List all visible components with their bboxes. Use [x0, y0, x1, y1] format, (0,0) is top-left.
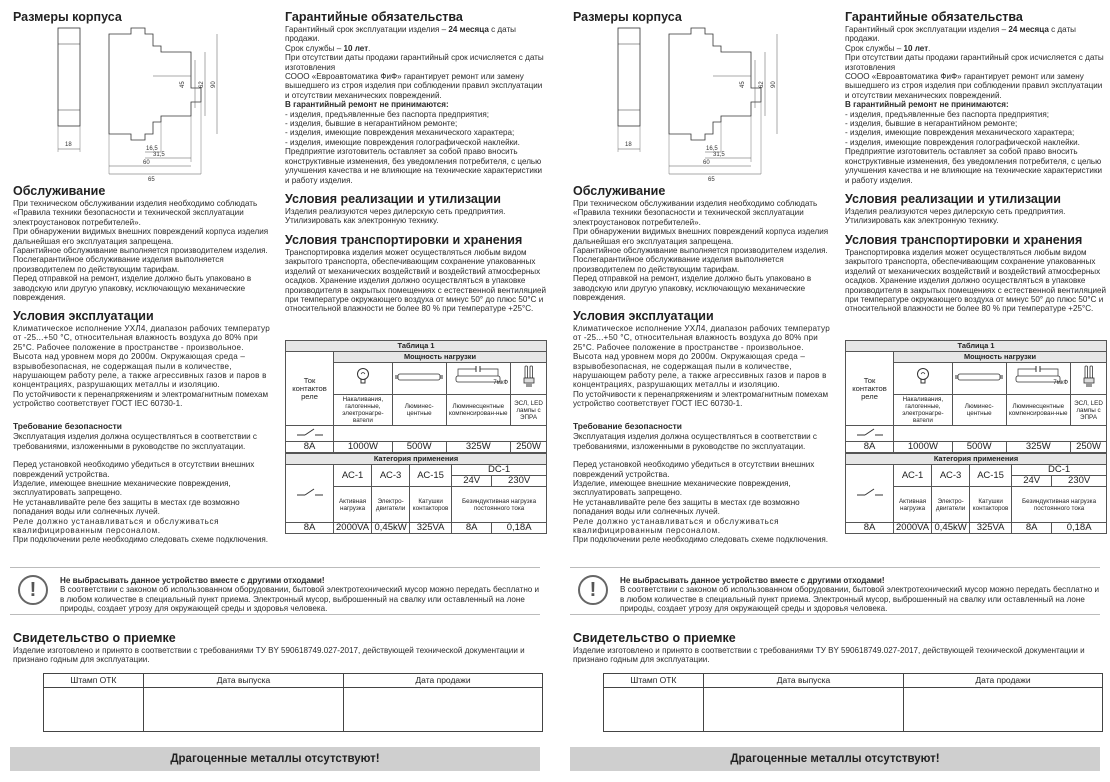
transport-section: Условия транспортировки и хранения Транспортировка изделия может осуществляться любым видом закрытого транспорта, обеспечивающим сохранение упакованных изделий от механических воздействий и воздействий атмосферных осадков. Хранение изделия должно осуществляться в упаковке производителя в закрытых помещениях с естественной вентиляцией при температуре окружающего воздуха от минус 50° до плюс 50°С и относительной влажности не более 80 % при температуре +25°С. [285, 233, 547, 314]
sale-date-cell[interactable] [344, 687, 543, 731]
table-caption: Таблица 1 [846, 341, 1107, 352]
dim-31-5: 31,5 [713, 152, 725, 158]
dim-60: 60 [143, 160, 150, 166]
exploitation-title: Условия эксплуатации [13, 309, 154, 323]
housing-front-view [109, 28, 201, 140]
sale-date-cell[interactable] [904, 687, 1103, 731]
warranty-title: Гарантийные обязательства [845, 10, 1023, 24]
dim-90: 90 [771, 81, 777, 88]
sales-section: Условия реализации и утилизации Изделия реализуются через дилерскую сеть предприятия. Утилизировать как электронную технику. [845, 192, 1107, 226]
passport-page [570, 0, 1108, 782]
maintenance-title: Обслуживание [13, 184, 106, 198]
sizes-section [13, 10, 275, 25]
contact-symbol-icon [846, 465, 894, 523]
otk-stamp-header: Штамп ОТК [44, 673, 144, 687]
precious-metals-footer: Драгоценные металлы отсутствуют! [570, 747, 1100, 771]
dim-65: 65 [148, 177, 155, 183]
dim-45: 45 [740, 81, 746, 88]
compensated-fluorescent-icon [1006, 363, 1071, 395]
safety-title: Требование безопасности [573, 421, 682, 431]
category-header: Категория применения [846, 454, 1107, 465]
power-header: Мощность нагрузки [894, 352, 1107, 363]
transport-title: Условия транспортировки и хранения [845, 233, 1083, 247]
dim-60: 60 [703, 160, 710, 166]
dim-62: 62 [199, 81, 205, 88]
maintenance-section: Обслуживание При техническом обслуживании изделия необходимо соблюдать «Правила техники безопасности и технической эксплуатации электроустановок потребителей». При обнаружении видимых внешних повреждений корпуса изделия дальнейшая его эксплуатация запрещена. Гарантийное обслуживание выполняется производителем изделия. Послегарантийное обслуживание изделия выполняется производителем по действующим тарифам. Перед отправкой на ремонт, изделие должно быть упаковано в заводскую или другую упаковку, исключающую механические повреждения. [13, 184, 275, 302]
dim-90: 90 [211, 81, 217, 88]
certificate-title: Свидетельство о приемке [573, 631, 736, 645]
passport-page [10, 0, 548, 782]
otk-stamp-cell[interactable] [604, 687, 704, 731]
maintenance-title: Обслуживание [573, 184, 666, 198]
warning-title: Не выбрасывать данное устройство вместе с другими отходами! [620, 576, 885, 585]
acceptance-table [603, 673, 1103, 732]
transport-section: Условия транспортировки и хранения Транспортировка изделия может осуществляться любым видом закрытого транспорта, обеспечивающим сохранение упакованных изделий от механических воздействий и воздействий атмосферных осадков. Хранение изделия должно осуществляться в упаковке производителя в закрытых помещениях с естественной вентиляцией при температуре окружающего воздуха от минус 50° до плюс 50°С и относительной влажности не более 80 % при температуре +25°С. [845, 233, 1107, 314]
sales-section: Условия реализации и утилизации Изделия реализуются через дилерскую сеть предприятия. Утилизировать как электронную технику. [285, 192, 547, 226]
sale-date-header: Дата продажи [344, 673, 543, 687]
safety-title: Требование безопасности [13, 421, 122, 431]
category-header: Категория применения [286, 454, 547, 465]
sizes-title: Размеры корпуса [13, 10, 122, 24]
release-date-cell[interactable] [144, 687, 344, 731]
housing-dimensions-diagram [573, 24, 835, 184]
contact-symbol-icon [286, 426, 334, 442]
safety-section: Требование безопасности Эксплуатация изделия должна осуществляться в соответствии с требованиями, изложенными в руководстве по эксплуатации. Перед установкой необходимо убедиться в отсутствии внешних повреждений устройства. Изделие, имеющее внешние механические повреждения, эксплуатировать запрещено. Не устанавливайте реле без защиты в местах где возможно попадания воды или солнечных лучей. Реле должно устанавливаться и обслуживаться квалифицированным персоналом. При подключении реле необходимо следовать схеме подключения. [13, 422, 275, 545]
compensated-fluorescent-icon [446, 363, 511, 395]
category-table: Категория применения АС-1 АС-3 АС-15 DC-1 24V 230V Активная нагрузка Электро-двигатели Катушки контакторов Безиндуктивная нагрузка постоянного тока 8А 2000VA 0,45kW 325VA 8А 0,18А [285, 453, 547, 534]
contact-symbol-icon [286, 465, 334, 523]
release-date-header: Дата выпуска [144, 673, 344, 687]
exclamation-icon: ! [18, 575, 48, 605]
exploitation-title: Условия эксплуатации [573, 309, 714, 323]
fluorescent-icon [952, 363, 1006, 395]
dim-16-5: 16,5 [706, 146, 718, 152]
load-table: Таблица 1 Ток контактов реле Мощность нагрузки 7мкФ Накаливания, галогенные, электронагре-ватели Люминес-центные Люминесцентные компенсирован-ные ЭСЛ, LED лампы с ЭПРА 8А 1000W 500W 325W 250W [285, 340, 547, 453]
current-label: Ток контактов реле [286, 352, 334, 426]
exclamation-icon: ! [578, 575, 608, 605]
acceptance-certificate: Свидетельство о приемке Изделие изготовлено и принято в соответствии с требованиями ТУ BY 590618749.027-2017, действующей технической документации и признано годным для эксплуатации. Штамп ОТК Дата выпуска Дата продажи [573, 631, 1101, 732]
category-table: Категория применения АС-1 АС-3 АС-15 DC-1 24V 230V Активная нагрузка Электро-двигатели Катушки контакторов Безиндуктивная нагрузка постоянного тока 8А 2000VA 0,45kW 325VA 8А 0,18А [845, 453, 1107, 534]
release-date-cell[interactable] [704, 687, 904, 731]
maintenance-section: Обслуживание При техническом обслуживании изделия необходимо соблюдать «Правила техники безопасности и технической эксплуатации электроустановок потребителей». При обнаружении видимых внешних повреждений корпуса изделия дальнейшая его эксплуатация запрещена. Гарантийное обслуживание выполняется производителем изделия. Послегарантийное обслуживание изделия выполняется производителем по действующим тарифам. Перед отправкой на ремонт, изделие должно быть упаковано в заводскую или другую упаковку, исключающую механические повреждения. [573, 184, 835, 302]
dim-62: 62 [759, 81, 765, 88]
capacitor-label: 7мкФ [493, 380, 509, 386]
housing-dimensions-diagram [13, 24, 275, 184]
safety-section: Требование безопасности Эксплуатация изделия должна осуществляться в соответствии с требованиями, изложенными в руководстве по эксплуатации. Перед установкой необходимо убедиться в отсутствии внешних повреждений устройства. Изделие, имеющее внешние механические повреждения, эксплуатировать запрещено. Не устанавливайте реле без защиты в местах где возможно попадания воды или солнечных лучей. Реле должно устанавливаться и обслуживаться квалифицированным персоналом. При подключении реле необходимо следовать схеме подключения. [573, 422, 835, 545]
table-caption: Таблица 1 [286, 341, 547, 352]
dim-18: 18 [625, 142, 632, 148]
sales-title: Условия реализации и утилизации [285, 192, 501, 206]
otk-stamp-cell[interactable] [44, 687, 144, 731]
sizes-section [573, 10, 835, 25]
load-table-section [285, 340, 547, 534]
incandescent-icon [894, 363, 953, 395]
warranty-title: Гарантийные обязательства [285, 10, 463, 24]
housing-side-view [58, 28, 80, 126]
disposal-warning: ! Не выбрасывать данное устройство вместе с другими отходами! В соответствии с законом об использованном оборудовании, бытовой электротехнический мусор можно передать бесплатно и в любом количестве в специальный пункт приема. Электронный мусор, выброшенный на свалку или оставленный на лоне природы, создает угрозу для окружающей среды и здоровья человека. [570, 567, 1100, 615]
esl-lamp-icon [1071, 363, 1107, 395]
dim-65: 65 [708, 177, 715, 183]
sizes-title: Размеры корпуса [573, 10, 682, 24]
warning-title: Не выбрасывать данное устройство вместе с другими отходами! [60, 576, 325, 585]
exploitation-section: Условия эксплуатации Климатическое исполнение УХЛ4, диапазон рабочих температур от -25...+50 °С, относительная влажность воздуха до 80% при 25°С. Рабочее положение в пространстве - произвольное. Высота над уровнем моря до 2000м. Окружающая среда – взрывобезопасная, не содержащая пыли в количестве, нарушающем работу реле, а также агрессивных газов и паров в концентрациях, разрушающих металлы и изоляцию. По устойчивости к перенапряжениям и электромагнитным помехам устройство соответствует ГОСТ IEC 60730-1. [573, 309, 835, 409]
warranty-section: Гарантийные обязательства Гарантийный срок эксплуатации изделия – 24 месяца с даты продажи. Срок службы – 10 лет. При отсутствии даты продажи гарантийный срок исчисляется с даты изготовления СООО «Евроавтоматика ФиФ» гарантирует ремонт или замену вышедшего из строя изделия при соблюдении правил эксплуатации и отсутствии механических повреждений. В гарантийный ремонт не принимаются: - изделия, предъявленные без паспорта предприятия; - изделия, бывшие в негарантийном ремонте; - изделия, имеющие повреждения механического характера; - изделия, имеющие повреждения голографической наклейки. Предприятие изготовитель оставляет за собой право вносить конструктивные изменения, без уведомления потребителя, с целью улучшения качества и не влияющие на технические характеристики и работу изделия. [285, 10, 547, 185]
power-header: Мощность нагрузки [334, 352, 547, 363]
sale-date-header: Дата продажи [904, 673, 1103, 687]
dim-31-5: 31,5 [153, 152, 165, 158]
esl-lamp-icon [511, 363, 547, 395]
contact-symbol-icon [846, 426, 894, 442]
load-table-section [845, 340, 1107, 534]
housing-side-view [618, 28, 640, 126]
dim-16-5: 16,5 [146, 146, 158, 152]
acceptance-table [43, 673, 543, 732]
fluorescent-icon [392, 363, 446, 395]
load-table: Таблица 1 Ток контактов реле Мощность нагрузки 7мкФ Накаливания, галогенные, электронагре-ватели Люминес-центные Люминесцентные компенсирован-ные ЭСЛ, LED лампы с ЭПРА 8А 1000W 500W 325W 250W [845, 340, 1107, 453]
current-label: Ток контактов реле [846, 352, 894, 426]
release-date-header: Дата выпуска [704, 673, 904, 687]
incandescent-icon [334, 363, 393, 395]
precious-metals-footer: Драгоценные металлы отсутствуют! [10, 747, 540, 771]
certificate-title: Свидетельство о приемке [13, 631, 176, 645]
warranty-section: Гарантийные обязательства Гарантийный срок эксплуатации изделия – 24 месяца с даты продажи. Срок службы – 10 лет. При отсутствии даты продажи гарантийный срок исчисляется с даты изготовления СООО «Евроавтоматика ФиФ» гарантирует ремонт или замену вышедшего из строя изделия при соблюдении правил эксплуатации и отсутствии механических повреждений. В гарантийный ремонт не принимаются: - изделия, предъявленные без паспорта предприятия; - изделия, бывшие в негарантийном ремонте; - изделия, имеющие повреждения механического характера; - изделия, имеющие повреждения голографической наклейки. Предприятие изготовитель оставляет за собой право вносить конструктивные изменения, без уведомления потребителя, с целью улучшения качества и не влияющие на технические характеристики и работу изделия. [845, 10, 1107, 185]
housing-front-view [669, 28, 761, 140]
otk-stamp-header: Штамп ОТК [604, 673, 704, 687]
capacitor-label: 7мкФ [1053, 380, 1069, 386]
disposal-warning: ! Не выбрасывать данное устройство вместе с другими отходами! В соответствии с законом об использованном оборудовании, бытовой электротехнический мусор можно передать бесплатно и в любом количестве в специальный пункт приема. Электронный мусор, выброшенный на свалку или оставленный на лоне природы, создает угрозу для окружающей среды и здоровья человека. [10, 567, 540, 615]
transport-title: Условия транспортировки и хранения [285, 233, 523, 247]
exploitation-section: Условия эксплуатации Климатическое исполнение УХЛ4, диапазон рабочих температур от -25...+50 °С, относительная влажность воздуха до 80% при 25°С. Рабочее положение в пространстве - произвольное. Высота над уровнем моря до 2000м. Окружающая среда – взрывобезопасная, не содержащая пыли в количестве, нарушающем работу реле, а также агрессивных газов и паров в концентрациях, разрушающих металлы и изоляцию. По устойчивости к перенапряжениям и электромагнитным помехам устройство соответствует ГОСТ IEC 60730-1. [13, 309, 275, 409]
acceptance-certificate: Свидетельство о приемке Изделие изготовлено и принято в соответствии с требованиями ТУ BY 590618749.027-2017, действующей технической документации и признано годным для эксплуатации. Штамп ОТК Дата выпуска Дата продажи [13, 631, 541, 732]
sales-title: Условия реализации и утилизации [845, 192, 1061, 206]
dim-18: 18 [65, 142, 72, 148]
dim-45: 45 [180, 81, 186, 88]
